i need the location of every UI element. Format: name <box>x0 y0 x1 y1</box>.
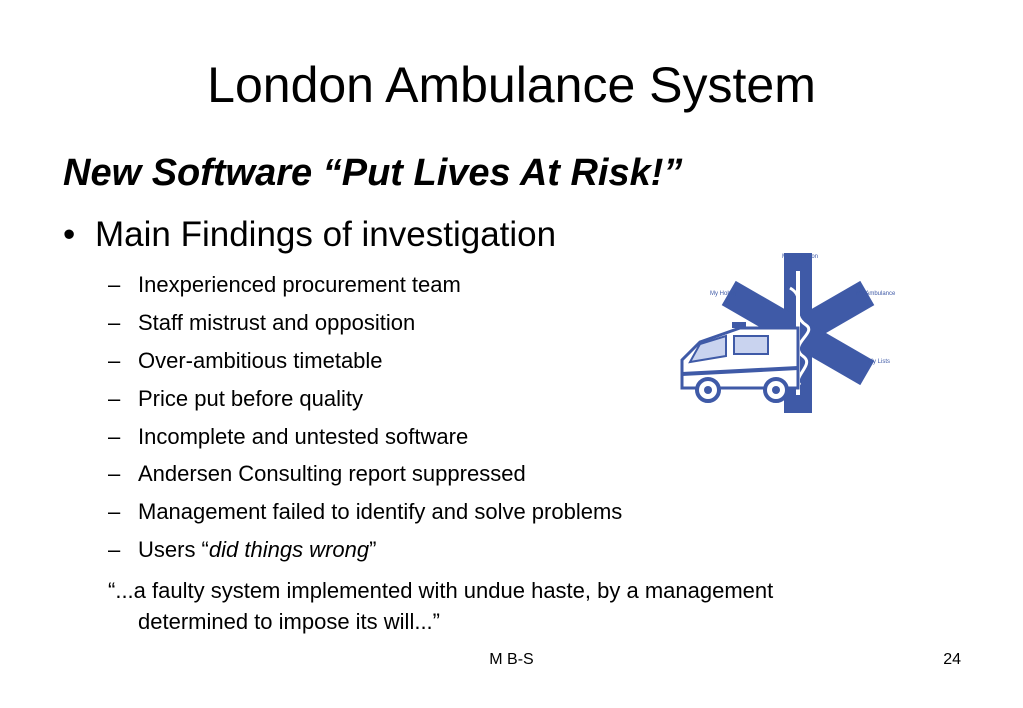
page-number: 24 <box>943 651 961 668</box>
finding-text: Price put before quality <box>138 386 364 411</box>
finding-text: Inexperienced procurement team <box>138 272 461 297</box>
bullet-marker: • <box>63 215 76 254</box>
dash-marker: – <box>108 272 121 297</box>
slide-subtitle: New Software “Put Lives At Risk!” <box>63 152 683 194</box>
dash-marker: – <box>108 386 121 411</box>
main-bullet-text: Main Findings of investigation <box>95 215 557 254</box>
finding-item <box>108 348 383 374</box>
users-prefix: Users “ <box>138 537 209 562</box>
emblem-label: My Lists <box>868 359 891 365</box>
dash-marker: – <box>108 461 121 486</box>
users-suffix: ” <box>369 537 377 562</box>
dash-marker: – <box>108 424 121 449</box>
dash-marker: – <box>108 499 121 524</box>
users-italic-text: did things wrong <box>208 537 370 562</box>
footer-author: M B-S <box>489 651 534 668</box>
ambulance-star-of-life-image <box>670 248 920 418</box>
main-bullet <box>63 215 556 255</box>
dash-marker: – <box>108 537 121 562</box>
quote-line-1: “...a faulty system implemented with undue haste, by a management <box>108 578 774 603</box>
finding-text: Incomplete and untested software <box>138 424 469 449</box>
finding-item <box>108 424 468 450</box>
finding-text: Andersen Consulting report suppressed <box>138 461 526 486</box>
finding-item <box>108 499 622 525</box>
emblem-label: My Ambulance <box>856 291 896 297</box>
finding-text: Management failed to identify and solve problems <box>138 499 623 524</box>
finding-text: Over-ambitious timetable <box>138 348 383 373</box>
finding-item <box>108 461 526 487</box>
finding-item-users <box>108 537 376 563</box>
finding-item <box>108 272 461 298</box>
dash-marker: – <box>108 310 121 335</box>
quote-line-2: determined to impose its will...” <box>138 609 440 634</box>
ambulance-icon <box>682 322 798 401</box>
emblem-label: My Hobby <box>710 291 738 297</box>
dash-marker: – <box>108 348 121 373</box>
finding-text: Staff mistrust and opposition <box>138 310 416 335</box>
emblem-label: My Collection <box>782 254 819 260</box>
investigation-quote <box>108 575 928 637</box>
slide-title: London Ambulance System <box>207 57 816 113</box>
finding-item <box>108 386 363 412</box>
finding-item <box>108 310 415 336</box>
